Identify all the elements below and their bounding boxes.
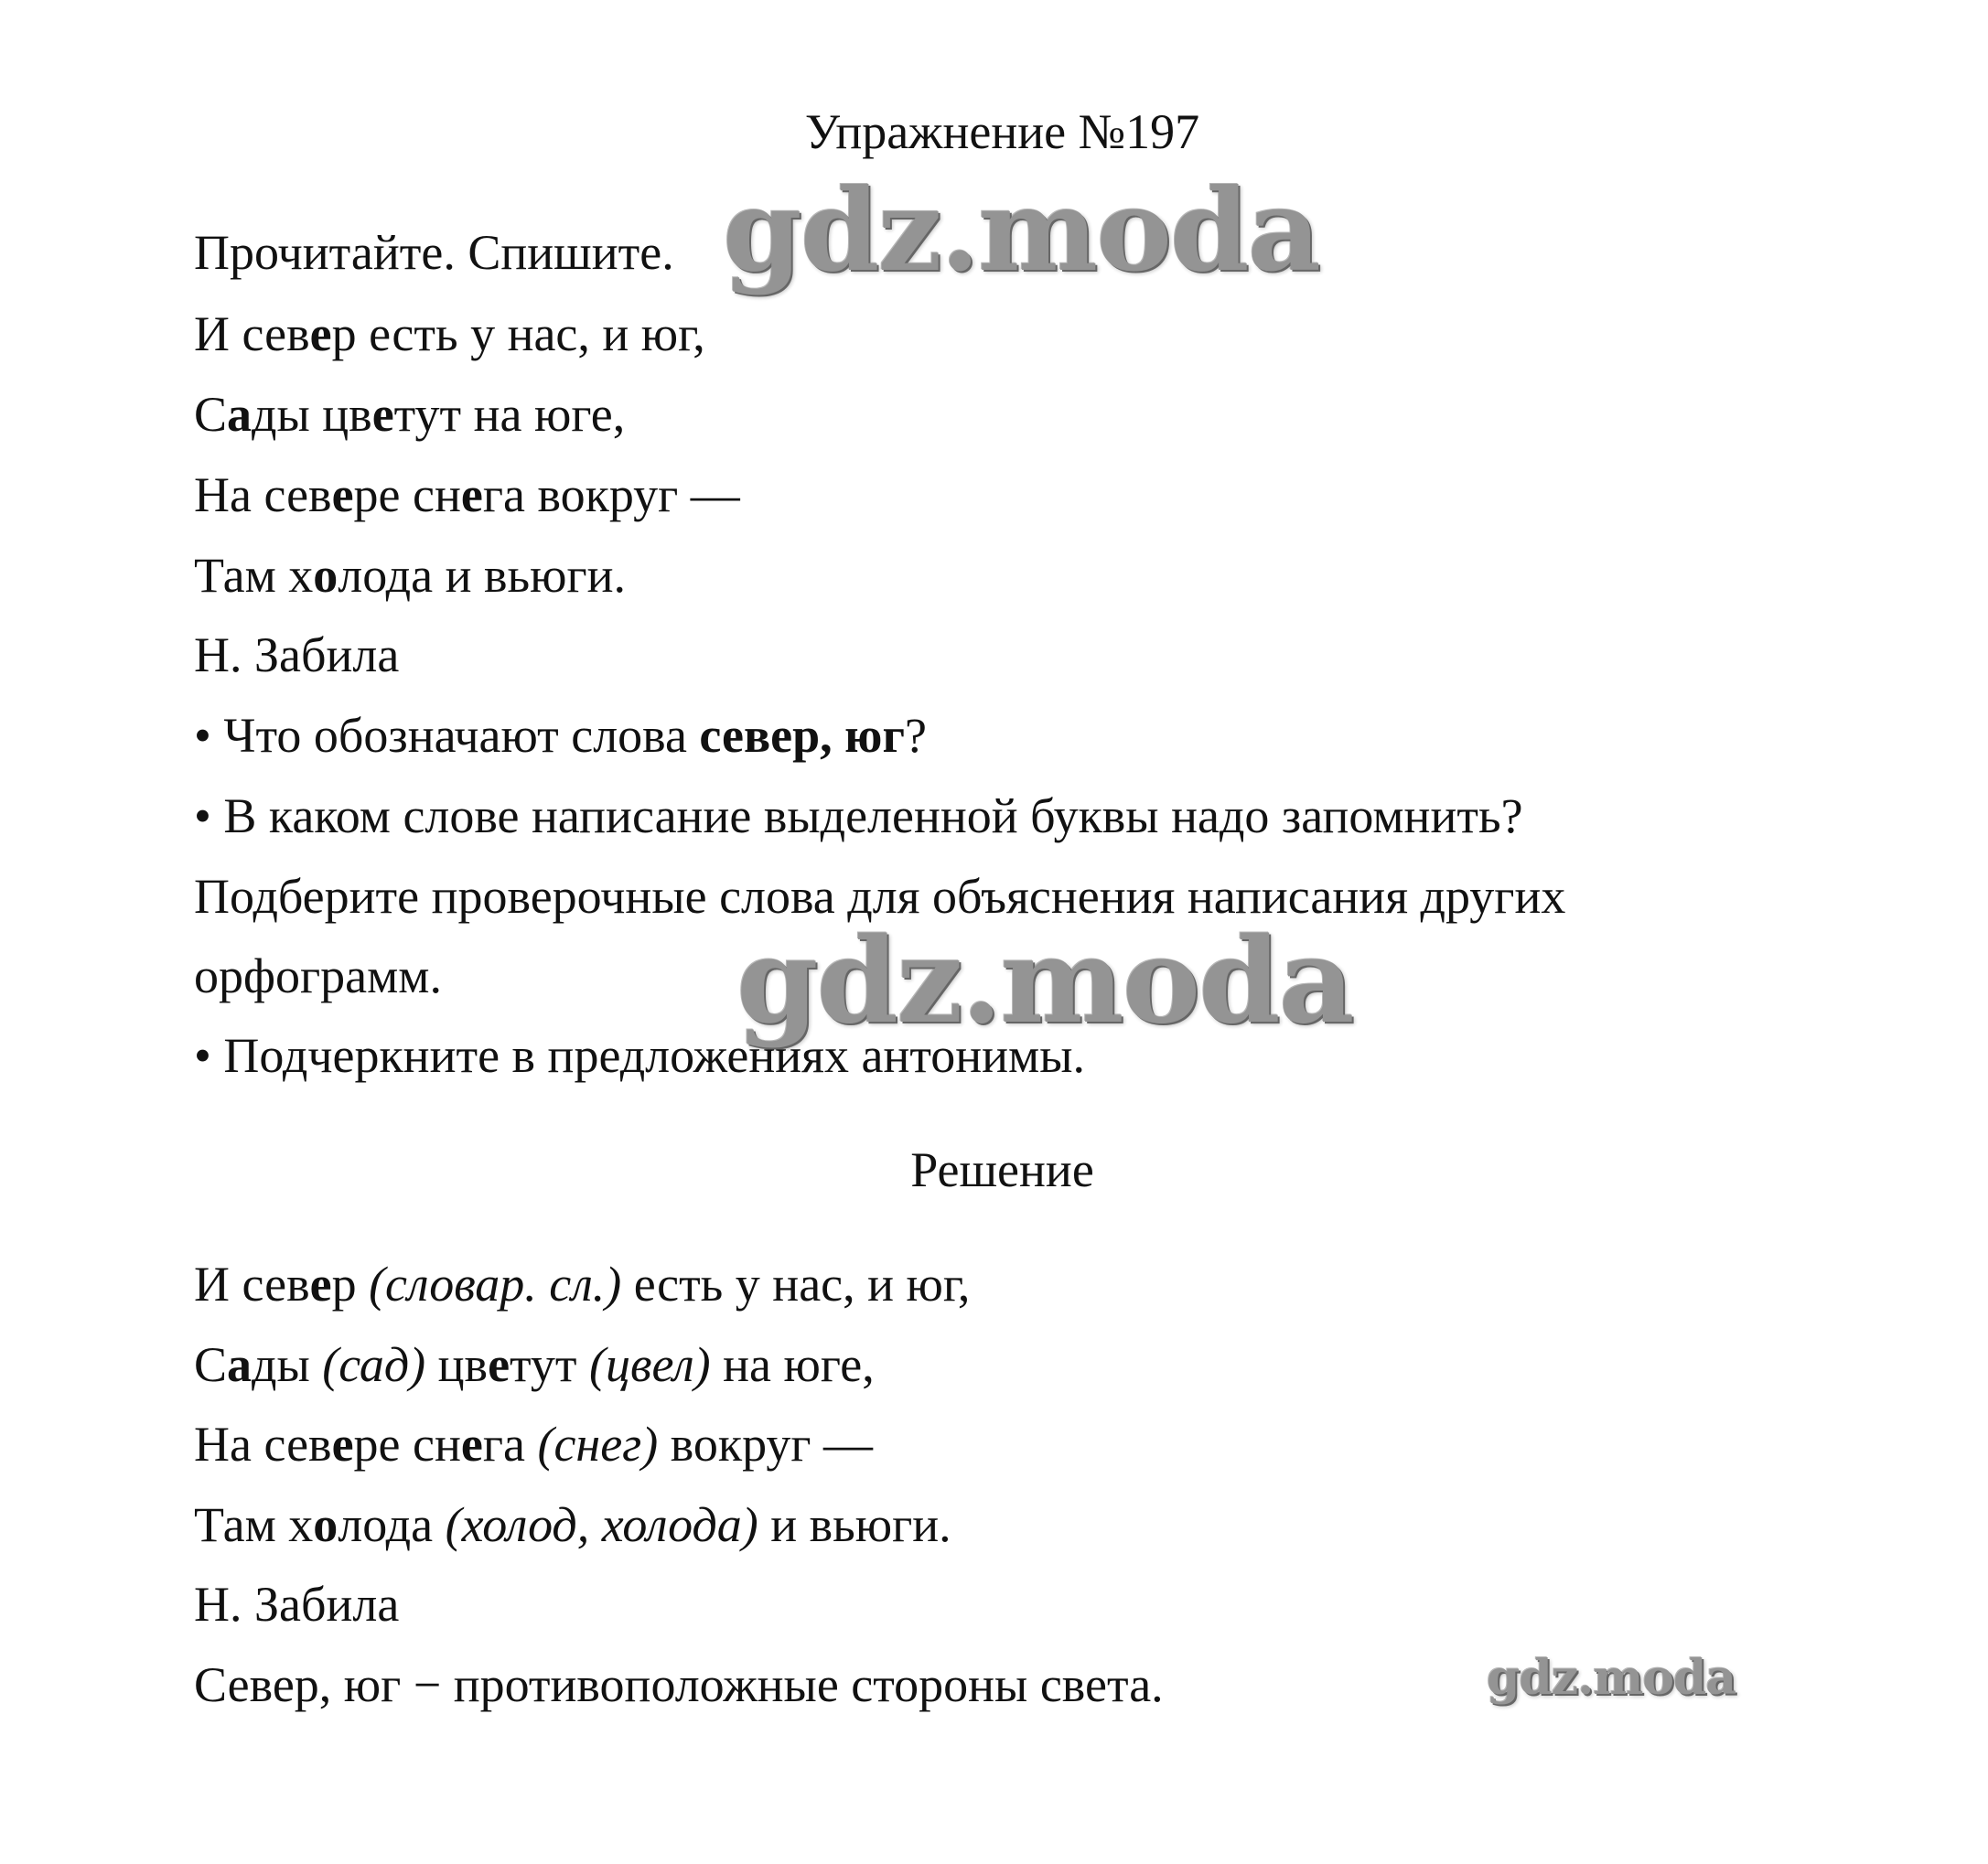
question-2: • В каком слове написание выделенной буквы надо запомнить? <box>194 788 1523 843</box>
watermark-logo-top: gdz.moda <box>723 165 1319 297</box>
poem-line-3: На севере снега вокруг — <box>194 467 740 522</box>
solution-line-1: И север (словар. сл.) есть у нас, и юг, <box>194 1257 971 1312</box>
question-1: • Что обозначают слова север, юг? <box>194 708 927 763</box>
solution-author: Н. Забила <box>194 1577 400 1632</box>
question-3-line-2: орфограмм. <box>194 948 442 1003</box>
exercise-title: Упражнение №197 <box>804 104 1200 159</box>
poem-line-2: Сады цветут на юге, <box>194 387 626 442</box>
question-4: • Подчеркните в предложениях антонимы. <box>194 1028 1085 1083</box>
solution-line-2: Сады (сад) цветут (цвел) на юге, <box>194 1337 875 1392</box>
poem-line-4: Там холода и вьюги. <box>194 548 627 603</box>
solution-line-4: Там холода (холод, холода) и вьюги. <box>194 1497 951 1552</box>
poem-line-1: И север есть у нас, и юг, <box>194 306 705 361</box>
solution-title: Решение <box>910 1142 1094 1197</box>
watermark-logo-bottom: gdz.moda <box>1487 1650 1736 1706</box>
solution-conclusion: Север, юг − противоположные стороны света. <box>194 1657 1164 1712</box>
solution-line-3: На севере снега (снег) вокруг — <box>194 1417 874 1472</box>
poem-author: Н. Забила <box>194 627 400 682</box>
instruction: Прочитайте. Спишите. <box>194 225 674 280</box>
question-3-line-1: Подберите проверочные слова для объяснения написания других <box>194 869 1566 924</box>
watermark-logo-middle: gdz.moda <box>736 913 1353 1050</box>
